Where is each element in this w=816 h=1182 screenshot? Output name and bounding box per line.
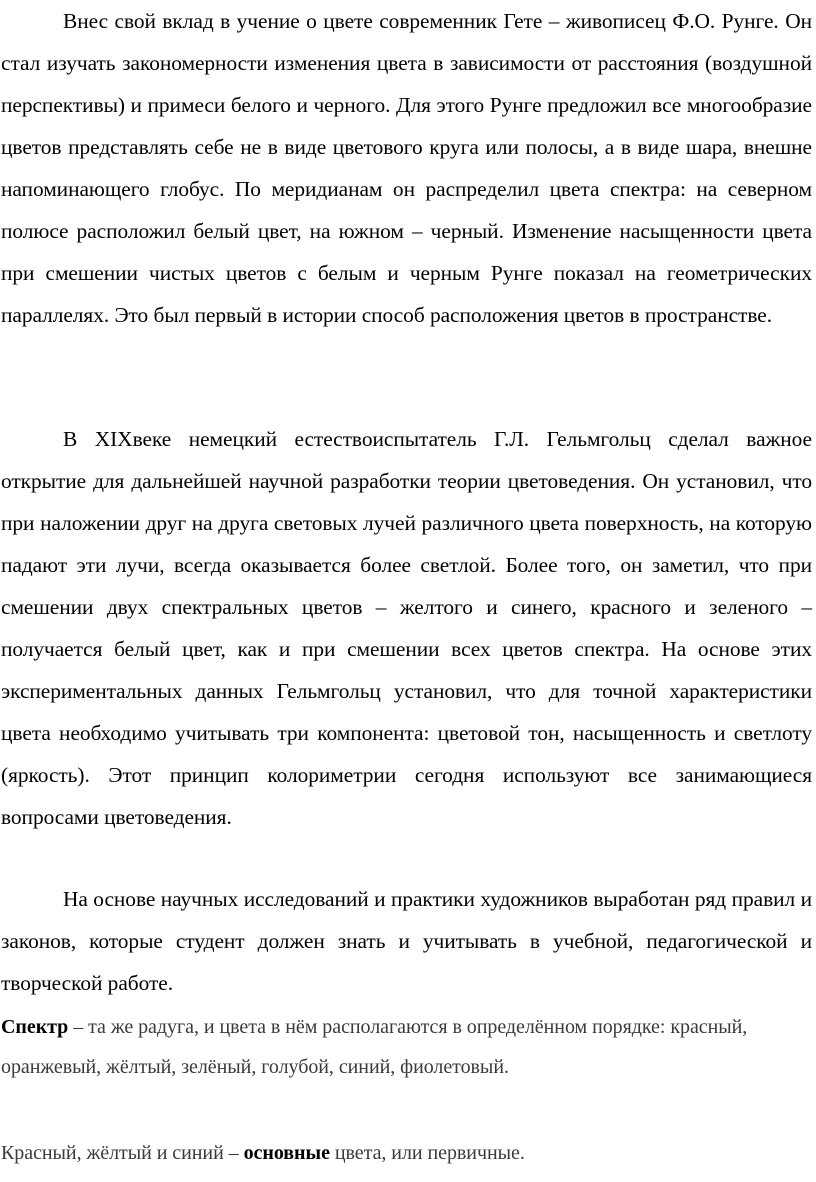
spectrum-definition: – та же радуга, и цвета в нём располагаются в определённом порядке: красный, оранжевый, жёлтый, зелёный, голубой, синий, фиолетовый. xyxy=(1,1016,748,1078)
primary-colors-tail: цвета, или первичные. xyxy=(329,1142,525,1164)
paragraph-primary-colors xyxy=(0,1133,816,1173)
primary-term: основные xyxy=(243,1142,330,1164)
paragraph-runge: Внес свой вклад в учение о цвете современник Гете – живописец Ф.О. Рунге. Он стал изучать закономерности изменения цвета в зависимости от расстояния (воздушной перспективы) и примеси белого и черного. Для этого Рунге предложил все многообразие цветов представлять себе не в виде цветового круга или полосы, а в виде шара, внешне напоминающего глобус. По меридианам он распределил цвета спектра: на северном полюсе расположил белый цвет, на южном – черный. Изменение насыщенности цвета при смешении чистых цветов с белым и черным Рунге показал на геометрических параллелях. Это был первый в истории способ расположения цветов в пространстве. xyxy=(1,9,812,327)
spectrum-term: Спектр xyxy=(1,1016,69,1038)
paragraph-rules: На основе научных исследований и практики художников выработан ряд правил и законов, которые студент должен знать и учитывать в учебной, педагогической и творческой работе. xyxy=(1,887,812,995)
primary-colors-lead: Красный, жёлтый и синий – xyxy=(1,1142,244,1164)
paragraph-spectrum xyxy=(0,1007,816,1087)
paragraph-helmholtz: В XIXвеке немецкий естествоиспытатель Г.Л. Гельмгольц сделал важное открытие для дальнейшей научной разработки теории цветоведения. Он установил, что при наложении друг на друга световых лучей различного цвета поверхность, на которую падают эти лучи, всегда оказывается более светлой. Более того, он заметил, что при смешении двух спектральных цветов – желтого и синего, красного и зеленого – получается белый цвет, как и при смешении всех цветов спектра. На основе этих экспериментальных данных Гельмгольц установил, что для точной характеристики цвета необходимо учитывать три компонента: цветовой тон, насыщенность и светлоту (яркость). Этот принцип колориметрии сегодня используют все занимающиеся вопросами цветоведения. xyxy=(1,427,812,829)
